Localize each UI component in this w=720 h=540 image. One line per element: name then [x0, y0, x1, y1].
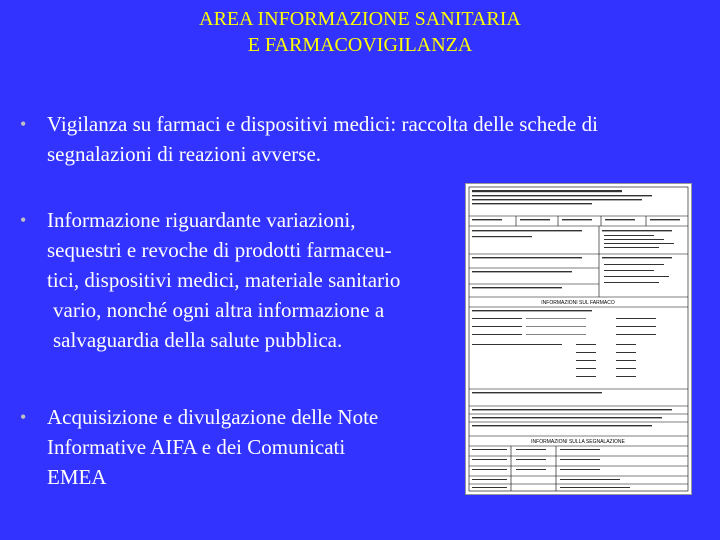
slide-title	[0, 6, 720, 58]
form-drawing	[466, 184, 691, 494]
bullet-line: tici, dispositivi medici, materiale sanitario	[47, 268, 401, 292]
bullet-item-acquisizione	[20, 402, 457, 492]
bullet-marker: •	[20, 210, 27, 230]
bullet-item-informazione	[20, 205, 457, 355]
bullet-line: vario, nonché ogni altra informazione a	[53, 298, 385, 322]
bullet-item-vigilanza	[20, 109, 697, 169]
bullet-line: Informazione riguardante variazioni,	[47, 208, 356, 232]
bullet-line: segnalazioni di reazioni avverse.	[47, 142, 322, 166]
form-section-header: INFORMAZIONI SUL FARMACO	[541, 300, 615, 306]
bullet-line: sequestri e revoche di prodotti farmaceu-	[47, 238, 392, 262]
slide-title-line-2: E FARMACOVIGILANZA	[247, 34, 473, 56]
bullet-line: EMEA	[47, 465, 107, 489]
bullet-line: Vigilanza su farmaci e dispositivi medici: raccolta delle schede di	[47, 112, 598, 136]
bullet-line: Informative AIFA e dei Comunicati	[47, 435, 346, 459]
bullet-line: salvaguardia della salute pubblica.	[53, 328, 343, 352]
slide-title-line-1: AREA INFORMAZIONE SANITARIA	[199, 8, 521, 30]
bullet-marker: •	[20, 114, 27, 134]
bullet-marker: •	[20, 407, 27, 427]
adverse-reaction-form-image	[465, 183, 692, 495]
form-section-header: INFORMAZIONI SULLA SEGNALAZIONE	[531, 439, 625, 445]
bullet-line: Acquisizione e divulgazione delle Note	[47, 405, 379, 429]
